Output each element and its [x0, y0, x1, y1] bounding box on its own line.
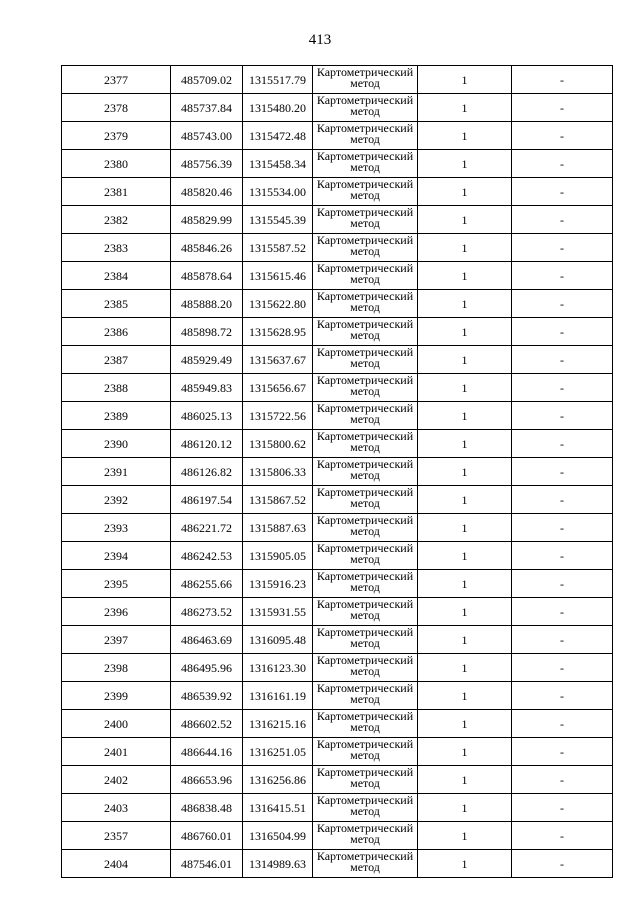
note-cell: - — [512, 66, 613, 94]
x-coordinate-cell: 486197.54 — [171, 486, 243, 514]
count-cell: 1 — [418, 94, 512, 122]
method-cell: Картометрический метод — [313, 626, 418, 654]
table-row — [62, 122, 613, 150]
table-row — [62, 850, 613, 878]
y-coordinate-cell: 1315800.62 — [243, 430, 313, 458]
y-coordinate-cell: 1314989.63 — [243, 850, 313, 878]
note-cell: - — [512, 766, 613, 794]
x-coordinate-cell: 486463.69 — [171, 626, 243, 654]
note-cell: - — [512, 94, 613, 122]
y-coordinate-cell: 1315622.80 — [243, 290, 313, 318]
y-coordinate-cell: 1316251.05 — [243, 738, 313, 766]
table-row — [62, 766, 613, 794]
count-cell: 1 — [418, 430, 512, 458]
point-number-cell: 2382 — [62, 206, 171, 234]
note-cell: - — [512, 514, 613, 542]
table-row — [62, 738, 613, 766]
x-coordinate-cell: 485820.46 — [171, 178, 243, 206]
table-row — [62, 458, 613, 486]
count-cell: 1 — [418, 822, 512, 850]
note-cell: - — [512, 822, 613, 850]
y-coordinate-cell: 1316123.30 — [243, 654, 313, 682]
x-coordinate-cell: 485898.72 — [171, 318, 243, 346]
note-cell: - — [512, 570, 613, 598]
y-coordinate-cell: 1316095.48 — [243, 626, 313, 654]
note-cell: - — [512, 710, 613, 738]
y-coordinate-cell: 1315458.34 — [243, 150, 313, 178]
count-cell: 1 — [418, 794, 512, 822]
note-cell: - — [512, 542, 613, 570]
x-coordinate-cell: 486602.52 — [171, 710, 243, 738]
point-number-cell: 2394 — [62, 542, 171, 570]
point-number-cell: 2401 — [62, 738, 171, 766]
point-number-cell: 2391 — [62, 458, 171, 486]
method-cell: Картометрический метод — [313, 178, 418, 206]
point-number-cell: 2385 — [62, 290, 171, 318]
method-cell: Картометрический метод — [313, 262, 418, 290]
note-cell: - — [512, 178, 613, 206]
table-body — [62, 66, 613, 878]
note-cell: - — [512, 486, 613, 514]
table-row — [62, 94, 613, 122]
point-number-cell: 2399 — [62, 682, 171, 710]
note-cell: - — [512, 430, 613, 458]
x-coordinate-cell: 486838.48 — [171, 794, 243, 822]
method-cell: Картометрический метод — [313, 514, 418, 542]
table-row — [62, 654, 613, 682]
count-cell: 1 — [418, 318, 512, 346]
method-cell: Картометрический метод — [313, 738, 418, 766]
y-coordinate-cell: 1315637.67 — [243, 346, 313, 374]
x-coordinate-cell: 485756.39 — [171, 150, 243, 178]
method-cell: Картометрический метод — [313, 766, 418, 794]
y-coordinate-cell: 1315615.46 — [243, 262, 313, 290]
method-cell: Картометрический метод — [313, 234, 418, 262]
note-cell: - — [512, 150, 613, 178]
table-row — [62, 514, 613, 542]
point-number-cell: 2403 — [62, 794, 171, 822]
x-coordinate-cell: 485829.99 — [171, 206, 243, 234]
table-row — [62, 150, 613, 178]
point-number-cell: 2400 — [62, 710, 171, 738]
table-row — [62, 290, 613, 318]
y-coordinate-cell: 1315887.63 — [243, 514, 313, 542]
y-coordinate-cell: 1315517.79 — [243, 66, 313, 94]
x-coordinate-cell: 486644.16 — [171, 738, 243, 766]
method-cell: Картометрический метод — [313, 206, 418, 234]
table-row — [62, 430, 613, 458]
x-coordinate-cell: 486273.52 — [171, 598, 243, 626]
point-number-cell: 2402 — [62, 766, 171, 794]
table-row — [62, 626, 613, 654]
table-row — [62, 178, 613, 206]
note-cell: - — [512, 262, 613, 290]
count-cell: 1 — [418, 402, 512, 430]
note-cell: - — [512, 122, 613, 150]
count-cell: 1 — [418, 178, 512, 206]
point-number-cell: 2381 — [62, 178, 171, 206]
note-cell: - — [512, 850, 613, 878]
count-cell: 1 — [418, 66, 512, 94]
count-cell: 1 — [418, 514, 512, 542]
x-coordinate-cell: 486126.82 — [171, 458, 243, 486]
method-cell: Картометрический метод — [313, 122, 418, 150]
y-coordinate-cell: 1315472.48 — [243, 122, 313, 150]
point-number-cell: 2380 — [62, 150, 171, 178]
count-cell: 1 — [418, 346, 512, 374]
x-coordinate-cell: 487546.01 — [171, 850, 243, 878]
table-row — [62, 486, 613, 514]
method-cell: Картометрический метод — [313, 150, 418, 178]
x-coordinate-cell: 485878.64 — [171, 262, 243, 290]
table-row — [62, 66, 613, 94]
note-cell: - — [512, 794, 613, 822]
point-number-cell: 2396 — [62, 598, 171, 626]
count-cell: 1 — [418, 850, 512, 878]
y-coordinate-cell: 1315534.00 — [243, 178, 313, 206]
x-coordinate-cell: 485737.84 — [171, 94, 243, 122]
x-coordinate-cell: 485949.83 — [171, 374, 243, 402]
point-number-cell: 2388 — [62, 374, 171, 402]
method-cell: Картометрический метод — [313, 486, 418, 514]
point-number-cell: 2398 — [62, 654, 171, 682]
x-coordinate-cell: 486255.66 — [171, 570, 243, 598]
point-number-cell: 2393 — [62, 514, 171, 542]
x-coordinate-cell: 486221.72 — [171, 514, 243, 542]
y-coordinate-cell: 1316161.19 — [243, 682, 313, 710]
y-coordinate-cell: 1315905.05 — [243, 542, 313, 570]
x-coordinate-cell: 486242.53 — [171, 542, 243, 570]
x-coordinate-cell: 486539.92 — [171, 682, 243, 710]
method-cell: Картометрический метод — [313, 542, 418, 570]
table-row — [62, 598, 613, 626]
point-number-cell: 2404 — [62, 850, 171, 878]
count-cell: 1 — [418, 710, 512, 738]
point-number-cell: 2386 — [62, 318, 171, 346]
count-cell: 1 — [418, 542, 512, 570]
note-cell: - — [512, 458, 613, 486]
method-cell: Картометрический метод — [313, 94, 418, 122]
y-coordinate-cell: 1316215.16 — [243, 710, 313, 738]
y-coordinate-cell: 1315916.23 — [243, 570, 313, 598]
count-cell: 1 — [418, 234, 512, 262]
note-cell: - — [512, 290, 613, 318]
method-cell: Картометрический метод — [313, 822, 418, 850]
count-cell: 1 — [418, 598, 512, 626]
point-number-cell: 2387 — [62, 346, 171, 374]
y-coordinate-cell: 1315867.52 — [243, 486, 313, 514]
note-cell: - — [512, 374, 613, 402]
x-coordinate-cell: 485709.02 — [171, 66, 243, 94]
x-coordinate-cell: 485888.20 — [171, 290, 243, 318]
y-coordinate-cell: 1315545.39 — [243, 206, 313, 234]
method-cell: Картометрический метод — [313, 710, 418, 738]
table-row — [62, 682, 613, 710]
method-cell: Картометрический метод — [313, 850, 418, 878]
method-cell: Картометрический метод — [313, 402, 418, 430]
x-coordinate-cell: 485929.49 — [171, 346, 243, 374]
method-cell: Картометрический метод — [313, 66, 418, 94]
count-cell: 1 — [418, 206, 512, 234]
x-coordinate-cell: 486653.96 — [171, 766, 243, 794]
table-row — [62, 570, 613, 598]
method-cell: Картометрический метод — [313, 374, 418, 402]
table-row — [62, 262, 613, 290]
table-row — [62, 542, 613, 570]
y-coordinate-cell: 1315628.95 — [243, 318, 313, 346]
method-cell: Картометрический метод — [313, 654, 418, 682]
y-coordinate-cell: 1316256.86 — [243, 766, 313, 794]
y-coordinate-cell: 1315931.55 — [243, 598, 313, 626]
method-cell: Картометрический метод — [313, 318, 418, 346]
coordinates-table — [61, 65, 613, 878]
table-row — [62, 346, 613, 374]
note-cell: - — [512, 626, 613, 654]
point-number-cell: 2395 — [62, 570, 171, 598]
table-row — [62, 794, 613, 822]
method-cell: Картометрический метод — [313, 570, 418, 598]
point-number-cell: 2397 — [62, 626, 171, 654]
table-row — [62, 206, 613, 234]
count-cell: 1 — [418, 626, 512, 654]
note-cell: - — [512, 318, 613, 346]
page-number: 413 — [308, 32, 332, 48]
y-coordinate-cell: 1315480.20 — [243, 94, 313, 122]
method-cell: Картометрический метод — [313, 598, 418, 626]
method-cell: Картометрический метод — [313, 346, 418, 374]
note-cell: - — [512, 738, 613, 766]
point-number-cell: 2383 — [62, 234, 171, 262]
count-cell: 1 — [418, 682, 512, 710]
method-cell: Картометрический метод — [313, 290, 418, 318]
method-cell: Картометрический метод — [313, 794, 418, 822]
x-coordinate-cell: 486495.96 — [171, 654, 243, 682]
y-coordinate-cell: 1315656.67 — [243, 374, 313, 402]
y-coordinate-cell: 1315722.56 — [243, 402, 313, 430]
note-cell: - — [512, 654, 613, 682]
y-coordinate-cell: 1316415.51 — [243, 794, 313, 822]
x-coordinate-cell: 485846.26 — [171, 234, 243, 262]
count-cell: 1 — [418, 766, 512, 794]
table-row — [62, 234, 613, 262]
table-row — [62, 374, 613, 402]
method-cell: Картометрический метод — [313, 430, 418, 458]
count-cell: 1 — [418, 570, 512, 598]
y-coordinate-cell: 1315806.33 — [243, 458, 313, 486]
x-coordinate-cell: 486025.13 — [171, 402, 243, 430]
count-cell: 1 — [418, 122, 512, 150]
x-coordinate-cell: 485743.00 — [171, 122, 243, 150]
note-cell: - — [512, 206, 613, 234]
point-number-cell: 2377 — [62, 66, 171, 94]
point-number-cell: 2379 — [62, 122, 171, 150]
count-cell: 1 — [418, 374, 512, 402]
note-cell: - — [512, 598, 613, 626]
point-number-cell: 2378 — [62, 94, 171, 122]
note-cell: - — [512, 682, 613, 710]
point-number-cell: 2357 — [62, 822, 171, 850]
count-cell: 1 — [418, 738, 512, 766]
point-number-cell: 2389 — [62, 402, 171, 430]
table-row — [62, 402, 613, 430]
note-cell: - — [512, 402, 613, 430]
table-row — [62, 822, 613, 850]
table-row — [62, 318, 613, 346]
table-row — [62, 710, 613, 738]
x-coordinate-cell: 486760.01 — [171, 822, 243, 850]
note-cell: - — [512, 346, 613, 374]
point-number-cell: 2384 — [62, 262, 171, 290]
count-cell: 1 — [418, 150, 512, 178]
count-cell: 1 — [418, 654, 512, 682]
count-cell: 1 — [418, 290, 512, 318]
note-cell: - — [512, 234, 613, 262]
count-cell: 1 — [418, 458, 512, 486]
x-coordinate-cell: 486120.12 — [171, 430, 243, 458]
point-number-cell: 2390 — [62, 430, 171, 458]
point-number-cell: 2392 — [62, 486, 171, 514]
y-coordinate-cell: 1316504.99 — [243, 822, 313, 850]
count-cell: 1 — [418, 486, 512, 514]
y-coordinate-cell: 1315587.52 — [243, 234, 313, 262]
method-cell: Картометрический метод — [313, 458, 418, 486]
method-cell: Картометрический метод — [313, 682, 418, 710]
count-cell: 1 — [418, 262, 512, 290]
